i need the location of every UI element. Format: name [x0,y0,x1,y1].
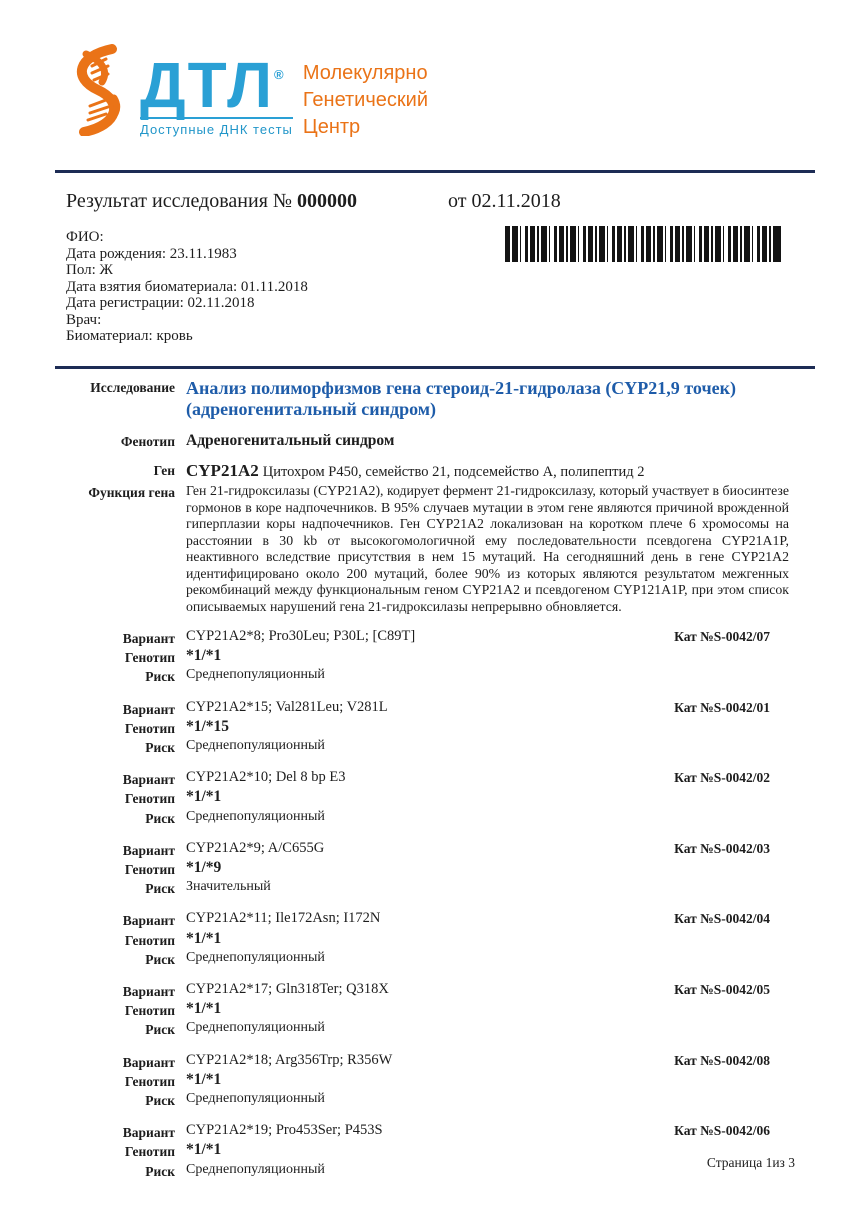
gene-function-row [55,483,800,615]
divider-top [55,170,815,173]
gene-description: Цитохром Р450, семейство 21, подсемейство А, полипептид 2 [262,464,645,480]
risk-value: Среднепопуляционный [186,808,325,824]
genotype-value: *1/*15 [186,717,230,735]
patient-info-line: Дата взятия биоматериала: 01.11.2018 [66,278,308,295]
risk-value: Среднепопуляционный [186,738,325,754]
gene-function-label: Функция гена [88,485,175,500]
variant-name: CYP21A2*18; Arg356Trp; R356W [186,1051,393,1068]
study-row [55,378,800,420]
risk-label: Риск [145,951,175,967]
logo-tagline: Доступные ДНК тесты [140,117,293,137]
risk-label: Риск [145,1022,175,1038]
patient-info-line: Врач: [66,311,102,328]
genotype-label: Генотип [124,1003,175,1019]
patient-info [66,229,308,345]
dtl-logo [62,44,428,141]
genotype-label: Генотип [124,1144,175,1160]
divider-section [55,366,815,369]
logo-wordmark [140,44,293,137]
study-title [186,378,789,420]
genotype-label: Генотип [124,862,175,878]
report-date: от 02.11.2018 [447,190,561,212]
genotype-value: *1/*1 [186,929,222,947]
gene-value [186,461,789,481]
risk-value: Среднепопуляционный [186,667,325,683]
risk-value: Среднепопуляционный [186,1020,325,1036]
variant-block [55,981,800,1039]
logo-subtitle [303,44,428,141]
catalog-number: Кат №S-0042/08 [674,1052,770,1068]
catalog-number: Кат №S-0042/06 [674,1123,770,1139]
variant-label: Вариант [122,984,175,1000]
genotype-label: Генотип [124,720,175,736]
genotype-value: *1/*1 [186,647,222,665]
catalog-number: Кат №S-0042/04 [674,911,770,927]
variant-name: CYP21A2*19; Pro453Ser; P453S [186,1122,383,1139]
catalog-number: Кат №S-0042/07 [674,629,770,644]
variant-block [55,840,800,898]
phenotype-row [55,432,800,450]
catalog-number: Кат №S-0042/02 [674,770,770,786]
variant-label: Вариант [122,701,175,717]
report-body [55,378,800,1180]
report-title: Результат исследования № [66,190,292,212]
risk-value: Среднепопуляционный [186,1091,325,1107]
variant-block [55,699,800,757]
report-header [66,190,561,213]
variant-block [55,769,800,827]
dna-helix-icon [62,44,136,141]
risk-label: Риск [145,1163,175,1179]
risk-value: Среднепопуляционный [186,949,325,965]
variant-block [55,1122,800,1180]
risk-label: Риск [145,669,175,685]
catalog-number: Кат №S-0042/01 [674,699,770,715]
catalog-number: Кат №S-0042/03 [674,840,770,856]
risk-label: Риск [145,740,175,756]
logo-subtitle-line: Молекулярно [302,62,428,84]
genotype-value: *1/*1 [186,1141,222,1159]
study-title-line1: Анализ полиморфизмов гена стероид-21-гидролаза (CYP21,9 точек) [186,378,736,398]
genotype-value: *1/*9 [186,859,222,877]
registered-mark: ® [274,67,284,82]
risk-label: Риск [145,1093,175,1109]
genotype-value: *1/*1 [186,1070,222,1088]
patient-info-line: Дата рождения: 23.11.1983 [66,245,237,262]
page-number: Страница 1из 3 [706,1155,795,1170]
variant-label: Вариант [122,1054,175,1070]
variant-block [55,1052,800,1110]
patient-info-line: ФИО: [66,229,104,245]
report-number: 000000 [296,190,357,212]
variant-block [55,910,800,968]
gene-function-text: Ген 21-гидроксилазы (CYP21A2), кодирует фермент 21-гидроксилазу, который участвует в биосинтезе гормонов в коре надпочечников. В 95% случаев мутации в этом гене являются причиной врожденной гиперплазии коры надпочечников. Ген CYP21A2 локализован на коротком плече 6 хромосомы на расстоянии в 30 kb от высокогомологичной ему последовательности псевдогена CYP21A1P, неактивного вследствие присутствия в нем 15 мутаций. На сегодняшний день в гене CYP21A2 идентифицировано около 200 мутаций, более 90% из которых являются результатом межгенных рекомбинаций между функциональным геном CYP21A2 и псевдогеном CYP121A1P, при этом список описываемых нарушений гена 21-гидроксилазы непрерывно обновляется. [186,483,789,614]
risk-label: Риск [145,810,175,826]
variant-name: CYP21A2*10; Del 8 bp E3 [186,769,346,786]
variant-name: CYP21A2*8; Pro30Leu; P30L; [C89T] [186,628,416,644]
risk-value: Среднепопуляционный [186,1161,325,1177]
genotype-value: *1/*1 [186,788,222,806]
genotype-label: Генотип [124,1073,175,1089]
patient-info-line: Пол: Ж [66,262,113,278]
risk-value: Значительный [186,879,271,895]
phenotype-value: Адреногенитальный синдром [186,432,395,449]
variant-label: Вариант [122,913,175,929]
patient-info-line: Дата регистрации: 02.11.2018 [66,295,255,311]
risk-label: Риск [145,881,175,897]
gene-name: CYP21A2 [186,461,259,480]
gene-label: Ген [153,463,175,478]
phenotype-label: Фенотип [120,434,175,449]
catalog-number: Кат №S-0042/05 [674,982,770,998]
variant-label: Вариант [122,1125,175,1141]
study-label: Исследование [90,380,175,395]
genotype-value: *1/*1 [186,1000,222,1018]
sample-barcode [505,226,781,262]
patient-info-line: Биоматериал: кровь [66,328,193,344]
gene-row [55,461,800,481]
variant-name: CYP21A2*11; Ile172Asn; I172N [186,910,381,927]
variant-name: CYP21A2*15; Val281Leu; V281L [186,698,388,715]
variant-block [55,628,800,686]
variant-label: Вариант [122,631,175,646]
logo-subtitle-line: Генетический [302,89,428,111]
variant-label: Вариант [122,772,175,788]
genotype-label: Генотип [124,791,175,807]
genotype-label: Генотип [124,650,175,666]
variant-name: CYP21A2*17; Gln318Ter; Q318X [186,981,389,998]
logo-subtitle-line: Центр [302,116,361,138]
variant-name: CYP21A2*9; A/C655G [186,839,325,856]
genotype-label: Генотип [124,932,175,948]
study-title-line2: (адреногенитальный синдром) [186,399,437,419]
variant-label: Вариант [122,842,175,858]
logo-acronym: ДТЛ® [140,49,284,121]
